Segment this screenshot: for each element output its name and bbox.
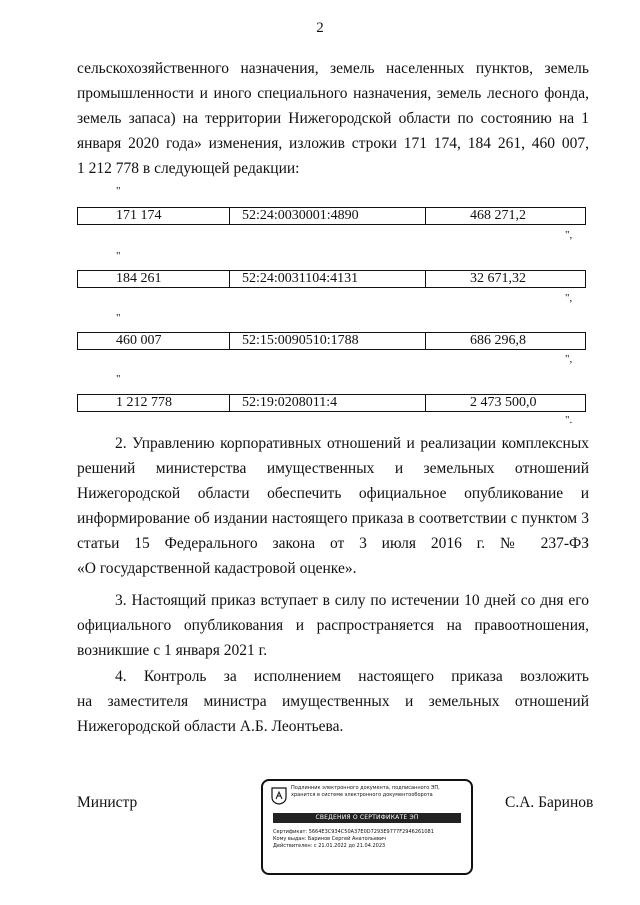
electronic-signature-stamp [261, 779, 473, 875]
table-row [77, 332, 586, 350]
certificate-owner: Кому выдан: Баринов Сергей Анатольевич [273, 836, 387, 842]
paragraph-line: возникшие с 1 января 2021 г. [77, 642, 268, 659]
row-number: 171 174 [78, 208, 230, 225]
cadastral-number: 52:24:0030001:4890 [230, 208, 426, 225]
open-quote: " [116, 185, 121, 197]
paragraph-line: информирование об издании настоящего приказа в соответствии с пунктом 3 [77, 510, 589, 527]
paragraph-line: Нижегородской области обеспечить официальное опубликование и [77, 485, 589, 502]
paragraph-line: 4. Контроль за исполнением настоящего приказа возложить [115, 668, 589, 685]
intro-line: промышленности и иного специального назначения, земель лесного фонда, [77, 85, 589, 102]
table-row [77, 270, 586, 288]
close-quote: ", [565, 229, 573, 241]
paragraph-line: 2. Управлению корпоративных отношений и реализации комплексных [115, 435, 589, 452]
paragraph-line: официального опубликования и распространяется на правоотношения, [77, 617, 589, 634]
paragraph-line: статьи 15 Федерального закона от 3 июля 2016 г. № 237-ФЗ [77, 535, 589, 552]
stamp-text-line: хранится в системе электронного документооборота [291, 791, 433, 798]
open-quote: " [116, 312, 121, 324]
signer-position: Министр [77, 794, 138, 811]
coat-of-arms-icon [271, 787, 287, 805]
table-row [77, 394, 586, 412]
stamp-certificate-info [273, 829, 463, 850]
paragraph-3 [77, 588, 589, 663]
page-number: 2 [316, 20, 324, 36]
intro-paragraph [77, 56, 589, 181]
row-number: 460 007 [78, 333, 230, 350]
intro-line: сельскохозяйственного назначения, земель населенных пунктов, земель [77, 60, 589, 77]
cadastral-value: 32 671,32 [426, 271, 586, 288]
paragraph-2 [77, 431, 589, 581]
open-quote: " [116, 373, 121, 385]
close-quote: ". [565, 414, 573, 426]
paragraph-line: Нижегородской области А.Б. Леонтьева. [77, 718, 344, 735]
table-row [77, 207, 586, 225]
paragraph-4 [77, 664, 589, 739]
paragraph-line: «О государственной кадастровой оценке». [77, 560, 357, 577]
cadastral-value: 2 473 500,0 [426, 395, 586, 412]
cadastral-value: 686 296,8 [426, 333, 586, 350]
close-quote: ", [565, 353, 573, 365]
paragraph-line: на заместителя министра имущественных и земельных отношений [77, 693, 589, 710]
open-quote: " [116, 250, 121, 262]
row-number: 184 261 [78, 271, 230, 288]
row-number: 1 212 778 [78, 395, 230, 412]
cadastral-number: 52:15:0090510:1788 [230, 333, 426, 350]
certificate-number: Сертификат: 5664E3C934C50A37E0D7293E9777F2946261081 [273, 829, 434, 835]
signer-name: С.А. Баринов [505, 794, 594, 811]
cadastral-number: 52:24:0031104:4131 [230, 271, 426, 288]
close-quote: ", [565, 292, 573, 304]
stamp-heading: СВЕДЕНИЯ О СЕРТИФИКАТЕ ЭП [273, 813, 461, 823]
intro-line: земель запаса) на территории Нижегородской области по состоянию на 1 [77, 110, 589, 127]
stamp-header-text [291, 785, 466, 798]
certificate-validity: Действителен: с 21.01.2022 до 21.04.2023 [273, 843, 386, 849]
paragraph-line: решений министерства имущественных и земельных отношений [77, 460, 589, 477]
intro-line: 1 212 778 в следующей редакции: [77, 160, 300, 177]
intro-line: января 2020 года» изменения, изложив строки 171 174, 184 261, 460 007, [77, 135, 589, 152]
paragraph-line: 3. Настоящий приказ вступает в силу по истечении 10 дней со дня его [115, 592, 589, 609]
cadastral-number: 52:19:0208011:4 [230, 395, 426, 412]
cadastral-value: 468 271,2 [426, 208, 586, 225]
stamp-text-line: Подлинник электронного документа, подписанного ЭП, [291, 785, 440, 791]
